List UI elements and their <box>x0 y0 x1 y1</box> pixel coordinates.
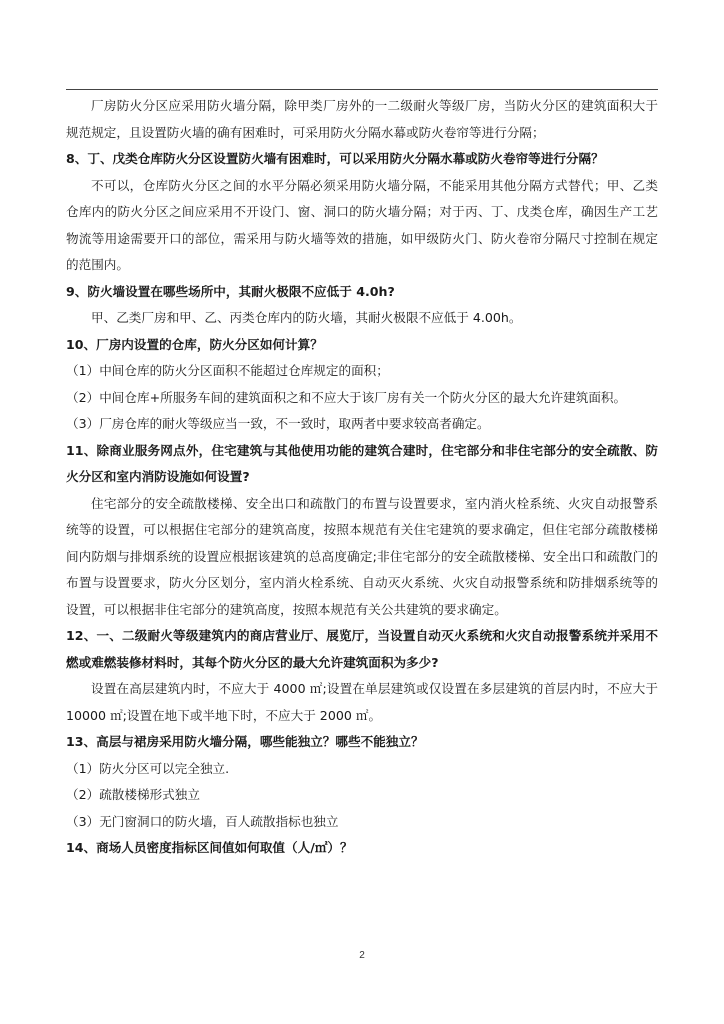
text-line: 规范规定，且设置防火墙的确有困难时，可采用防火分隔水幕或防火卷帘等进行分隔； <box>66 124 545 140</box>
text-line: 10000 ㎡;设置在地下或半地下时，不应大于 2000 ㎡。 <box>66 707 382 723</box>
text-line: 住宅部分的安全疏散楼梯、安全出口和疏散门的布置与设置要求，室内消火栓系统、火灾自动报警系 <box>91 495 658 511</box>
question-line: 8、丁、戊类仓库防火分区设置防火墙有困难时，可以采用防火分隔水幕或防火卷帘等进行分隔？ <box>66 151 604 166</box>
text-line: 设置，可以根据非住宅部分的建筑高度，按照本规范有关公共建筑的要求确定。 <box>66 601 507 617</box>
text-line: 厂房防火分区应采用防火墙分隔，除甲类厂房外的一二级耐火等级厂房，当防火分区的建筑面积大于 <box>91 98 658 113</box>
text-line: （1）中间仓库的防火分区面积不能超过仓库规定的面积； <box>66 363 389 378</box>
question-line: 11、除商业服务网点外，住宅建筑与其他使用功能的建筑合建时，住宅部分和非住宅部分的安全疏散、防 <box>66 442 658 458</box>
text-line: （3）厂房仓库的耐火等级应当一致，不一致时，取两者中要求较高者确定。 <box>66 416 490 431</box>
question-line: 12、一、二级耐火等级建筑内的商店营业厅、展览厅，当设置自动灭火系统和火灾自动报警系统并采用不 <box>66 628 658 643</box>
question-line: 火分区和室内消防设施如何设置? <box>66 469 250 484</box>
text-line: （1）防火分区可以完全独立. <box>66 760 230 776</box>
text-line: 的范围内。 <box>66 257 129 272</box>
text-line: 物流等用途需要开口的部位，需采用与防火墙等效的措施，如甲级防火门、防火卷帘分隔尺寸控制在规定 <box>66 230 658 246</box>
question-line: 燃或难燃装修材料时，其每个防火分区的最大允许建筑面积为多少? <box>66 654 439 670</box>
text-line: 仓库内的防火分区之间应采用不开设门、窗、洞口的防火墙分隔；对于丙、丁、戊类仓库，确因生产工艺 <box>66 204 658 219</box>
question-line: 13、高层与裙房采用防火墙分隔，哪些能独立？哪些不能独立？ <box>66 734 424 749</box>
text-line: （2）中间仓库+所服务车间的建筑面积之和不应大于该厂房有关一个防火分区的最大允许建筑面积。 <box>66 389 627 405</box>
question-line: 14、商场人员密度指标区间值如何取值（人/㎡）？ <box>66 840 353 855</box>
text-line: 布置与设置要求，防火分区划分，室内消火栓系统、自动灭火系统、火灾自动报警系统和防排烟系统等的 <box>66 575 658 590</box>
text-line: （2）疏散楼梯形式独立 <box>66 787 200 802</box>
text-line: （3）无门窗洞口的防火墙，百人疏散指标也独立 <box>66 813 339 829</box>
text-line: 间内防烟与排烟系统的设置应根据该建筑的总高度确定;非住宅部分的安全疏散楼梯、安全出口和疏散门的 <box>66 548 658 564</box>
header-rule <box>66 89 658 90</box>
text-line: 不可以，仓库防火分区之间的水平分隔必须采用防火墙分隔，不能采用其他分隔方式替代；甲、乙类 <box>91 177 658 193</box>
question-line: 9、防火墙设置在哪些场所中，其耐火极限不应低于 4.0h? <box>66 283 395 299</box>
question-line: 10、厂房内设置的仓库，防火分区如何计算？ <box>66 336 323 352</box>
text-line: 甲、乙类厂房和甲、乙、丙类仓库内的防火墙，其耐火极限不应低于 4.00h。 <box>91 310 522 325</box>
page-number: 2 <box>359 950 365 961</box>
document-body <box>66 93 658 862</box>
text-line: 设置在高层建筑内时，不应大于 4000 ㎡;设置在单层建筑或仅设置在多层建筑的首层内时，不应大于 <box>91 681 658 696</box>
text-line: 统等的设置，可以根据住宅部分的建筑高度，按照本规范有关住宅建筑的要求确定，但住宅部分疏散楼梯 <box>66 522 658 537</box>
